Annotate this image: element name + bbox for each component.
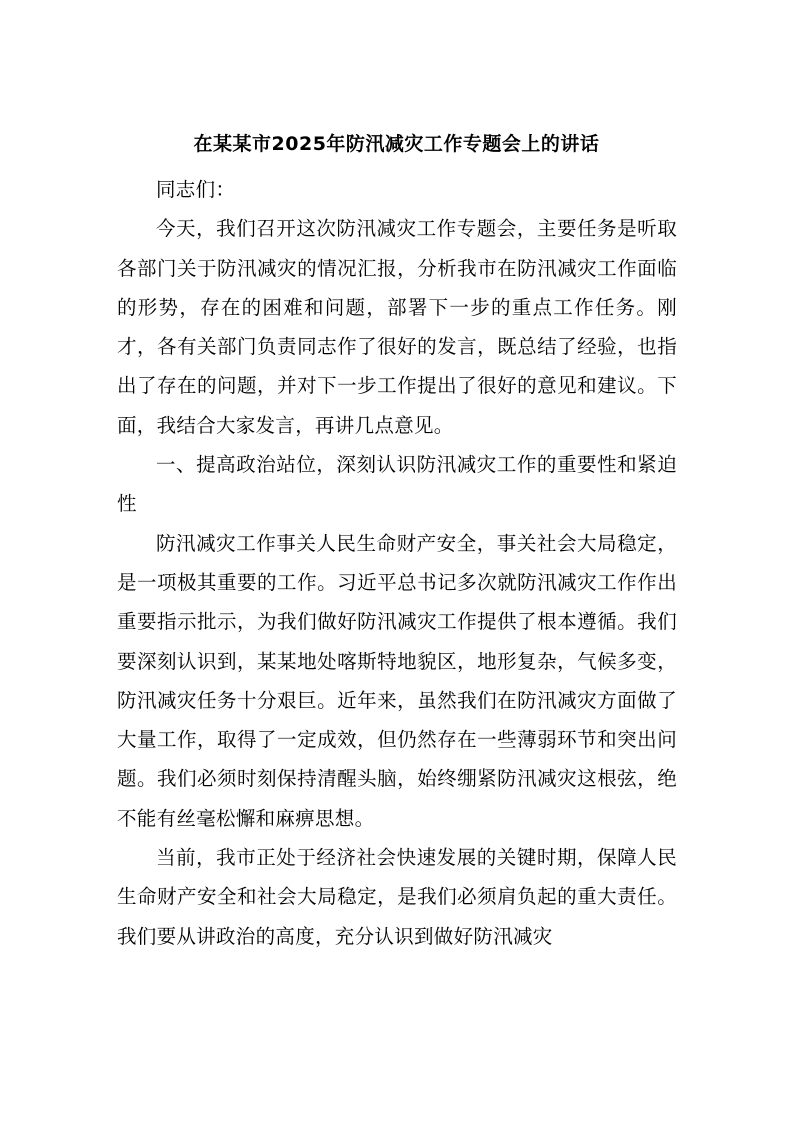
document-body [117,170,677,956]
salutation: 同志们： [156,178,236,201]
document-title: 在某某市2025年防汛减灾工作专题会上的讲话 [193,133,600,155]
paragraph-importance: 防汛减灾工作事关人民生命财产安全，事关社会大局稳定，是一项极其重要的工作。习近平总书记多次就防汛减灾工作作出重要指示批示，为我们做好防汛减灾工作提供了根本遵循。我们要深刻认识到，某某地处喀斯特地貌区，地形复杂，气候多变，防汛减灾任务十分艰巨。近年来，虽然我们在防汛减灾方面做了大量工作，取得了一定成效，但仍然存在一些薄弱环节和突出问题。我们必须时刻保持清醒头脑，始终绷紧防汛减灾这根弦，绝不能有丝毫松懈和麻痹思想。 [117,531,677,830]
paragraph-intro: 今天，我们召开这次防汛减灾工作专题会，主要任务是听取各部门关于防汛减灾的情况汇报，分析我市在防汛减灾工作面临的形势，存在的困难和问题，部署下一步的重点工作任务。刚才，各有关部门负责同志作了很好的发言，既总结了经验，也指出了存在的问题，并对下一步工作提出了很好的意见和建议。下面，我结合大家发言，再讲几点意见。 [117,217,677,437]
paragraph-current: 当前，我市正处于经济社会快速发展的关键时期，保障人民生命财产安全和社会大局稳定，是我们必须肩负起的重大责任。我们要从讲政治的高度，充分认识到做好防汛减灾 [117,846,677,948]
section-heading-1: 一、提高政治站位，深刻认识防汛减灾工作的重要性和紧迫性 [117,453,677,516]
